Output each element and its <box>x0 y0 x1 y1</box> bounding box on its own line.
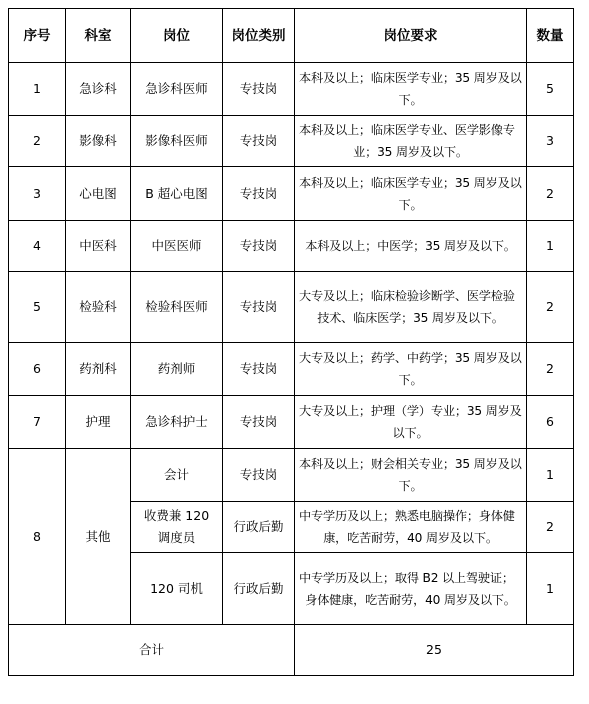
table-row <box>9 272 574 343</box>
header-category: 岗位类别 <box>223 9 295 63</box>
row-requirement <box>295 221 527 272</box>
row-category: 行政后勤 <box>223 502 295 553</box>
header-count: 数量 <box>527 9 574 63</box>
requirement-text: 大专及以上；药学、中药学；35 周岁及以下。 <box>299 351 522 387</box>
header-requirement: 岗位要求 <box>295 9 527 63</box>
row-post: 120 司机 <box>131 553 223 625</box>
row-category: 专技岗 <box>223 396 295 449</box>
row-category: 专技岗 <box>223 449 295 502</box>
row-requirement <box>295 449 527 502</box>
row-post: 中医医师 <box>131 221 223 272</box>
requirement-text: 大专及以上；护理（学）专业；35 周岁及以下。 <box>299 404 522 440</box>
row-no: 5 <box>9 272 66 343</box>
recruitment-table <box>8 8 574 676</box>
other-dept: 其他 <box>66 449 131 625</box>
total-label: 合计 <box>9 625 295 676</box>
table-row <box>9 63 574 116</box>
row-post: 收费兼 120 调度员 <box>131 502 223 553</box>
row-requirement <box>295 343 527 396</box>
requirement-text: 本科及以上；中医学；35 周岁及以下。 <box>305 239 516 253</box>
row-dept: 药剂科 <box>66 343 131 396</box>
row-count: 5 <box>527 63 574 116</box>
row-requirement <box>295 116 527 167</box>
requirement-text: 大专及以上；临床检验诊断学、医学检验技术、临床医学；35 周岁及以下。 <box>299 289 515 325</box>
row-count: 6 <box>527 396 574 449</box>
row-category: 专技岗 <box>223 63 295 116</box>
row-requirement <box>295 396 527 449</box>
row-post: 急诊科护士 <box>131 396 223 449</box>
row-count: 1 <box>527 221 574 272</box>
table-row <box>9 343 574 396</box>
requirement-text: 本科及以上；临床医学专业、医学影像专业；35 周岁及以下。 <box>299 123 515 159</box>
row-no: 7 <box>9 396 66 449</box>
row-dept: 急诊科 <box>66 63 131 116</box>
row-requirement <box>295 502 527 553</box>
table-row <box>9 221 574 272</box>
table-row <box>9 396 574 449</box>
row-category: 专技岗 <box>223 167 295 221</box>
header-no: 序号 <box>9 9 66 63</box>
table-row <box>9 449 574 502</box>
row-no: 3 <box>9 167 66 221</box>
row-post: 检验科医师 <box>131 272 223 343</box>
row-category: 专技岗 <box>223 272 295 343</box>
row-no: 6 <box>9 343 66 396</box>
header-dept: 科室 <box>66 9 131 63</box>
row-category: 行政后勤 <box>223 553 295 625</box>
row-count: 2 <box>527 502 574 553</box>
row-count: 3 <box>527 116 574 167</box>
row-category: 专技岗 <box>223 221 295 272</box>
requirement-text: 中专学历及以上；熟悉电脑操作；身体健康，吃苦耐劳，40 周岁及以下。 <box>299 509 515 545</box>
row-count: 1 <box>527 553 574 625</box>
requirement-text: 本科及以上；财会相关专业；35 周岁及以下。 <box>299 457 522 493</box>
header-post: 岗位 <box>131 9 223 63</box>
total-row <box>9 625 574 676</box>
row-count: 2 <box>527 343 574 396</box>
row-category: 专技岗 <box>223 116 295 167</box>
row-dept: 心电图 <box>66 167 131 221</box>
row-post: 会计 <box>131 449 223 502</box>
row-count: 1 <box>527 449 574 502</box>
table-row <box>9 167 574 221</box>
table-row <box>9 116 574 167</box>
other-no: 8 <box>9 449 66 625</box>
row-count: 2 <box>527 167 574 221</box>
row-dept: 影像科 <box>66 116 131 167</box>
row-post: B 超心电图 <box>131 167 223 221</box>
row-requirement <box>295 272 527 343</box>
row-dept: 中医科 <box>66 221 131 272</box>
row-dept: 护理 <box>66 396 131 449</box>
total-value: 25 <box>295 625 574 676</box>
row-no: 1 <box>9 63 66 116</box>
row-post: 急诊科医师 <box>131 63 223 116</box>
row-requirement <box>295 63 527 116</box>
row-no: 4 <box>9 221 66 272</box>
row-dept: 检验科 <box>66 272 131 343</box>
row-post: 药剂师 <box>131 343 223 396</box>
requirement-text: 本科及以上；临床医学专业；35 周岁及以下。 <box>299 175 522 212</box>
row-no: 2 <box>9 116 66 167</box>
row-requirement <box>295 553 527 625</box>
row-post: 影像科医师 <box>131 116 223 167</box>
row-category: 专技岗 <box>223 343 295 396</box>
row-count: 2 <box>527 272 574 343</box>
header-row <box>9 9 574 63</box>
requirement-text: 本科及以上；临床医学专业；35 周岁及以下。 <box>299 71 522 107</box>
requirement-text: 中专学历及以上；取得 B2 以上驾驶证；身体健康，吃苦耐劳，40 周岁及以下。 <box>299 570 516 607</box>
row-requirement <box>295 167 527 221</box>
